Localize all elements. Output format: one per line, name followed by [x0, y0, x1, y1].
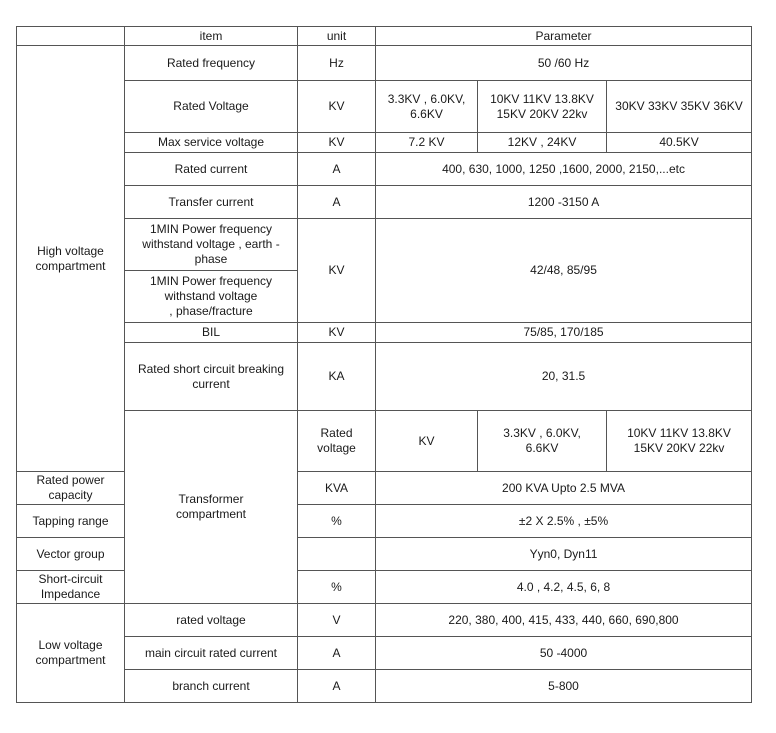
unit-cell: A: [298, 637, 376, 670]
section-high-voltage: High voltage compartment: [17, 46, 125, 472]
table-row: [17, 343, 752, 411]
unit-cell: %: [298, 505, 376, 538]
item-cell: Rated power capacity: [17, 472, 125, 505]
table-row: [17, 219, 752, 271]
item-cell: 1MIN Power frequency withstand voltage , phase/fracture: [125, 271, 298, 323]
value-cell: 40.5KV: [607, 133, 752, 153]
table-row: [17, 46, 752, 81]
table-row: [17, 604, 752, 637]
item-cell: branch current: [125, 670, 298, 703]
item-cell: main circuit rated current: [125, 637, 298, 670]
table-row: [17, 153, 752, 186]
value-cell: 75/85, 170/185: [376, 323, 752, 343]
table-row: [17, 81, 752, 133]
item-cell: Max service voltage: [125, 133, 298, 153]
item-cell: Rated frequency: [125, 46, 298, 81]
item-cell: rated voltage: [125, 604, 298, 637]
item-cell: Vector group: [17, 538, 125, 571]
value-cell: 20, 31.5: [376, 343, 752, 411]
item-cell: Rated Voltage: [125, 81, 298, 133]
unit-cell: KV: [298, 81, 376, 133]
value-cell: 10KV 11KV 13.8KV 15KV 20KV 22kv: [607, 411, 752, 472]
value-cell: 400, 630, 1000, 1250 ,1600, 2000, 2150,...etc: [376, 153, 752, 186]
item-cell: Rated current: [125, 153, 298, 186]
value-cell: 3.3KV , 6.0KV, 6.6KV: [376, 81, 478, 133]
value-cell: 5-800: [376, 670, 752, 703]
item-cell: Short-circuit Impedance: [17, 571, 125, 604]
unit-cell: KV: [298, 323, 376, 343]
value-cell: 30KV 33KV 35KV 36KV: [607, 81, 752, 133]
table-row: [17, 411, 752, 472]
value-cell: 200 KVA Upto 2.5 MVA: [376, 472, 752, 505]
unit-cell: Hz: [298, 46, 376, 81]
header-parameter: Parameter: [376, 27, 752, 46]
table-row: [17, 186, 752, 219]
value-cell: 1200 -3150 A: [376, 186, 752, 219]
unit-cell: %: [298, 571, 376, 604]
header-empty-cell: [17, 27, 125, 46]
unit-cell: KVA: [298, 472, 376, 505]
spec-table: [16, 26, 752, 703]
item-cell: Transfer current: [125, 186, 298, 219]
unit-cell: A: [298, 670, 376, 703]
item-cell: Rated voltage: [298, 411, 376, 472]
table-row: [17, 670, 752, 703]
value-cell: 220, 380, 400, 415, 433, 440, 660, 690,800: [376, 604, 752, 637]
unit-cell: A: [298, 153, 376, 186]
unit-cell: KV: [298, 133, 376, 153]
unit-cell: [298, 538, 376, 571]
table-row: [17, 323, 752, 343]
value-cell: 50 /60 Hz: [376, 46, 752, 81]
unit-cell: A: [298, 186, 376, 219]
value-cell: 50 -4000: [376, 637, 752, 670]
table-row: [17, 133, 752, 153]
value-cell: 3.3KV , 6.0KV, 6.6KV: [478, 411, 607, 472]
item-cell: BIL: [125, 323, 298, 343]
item-cell: Rated short circuit breaking current: [125, 343, 298, 411]
value-cell: ±2 X 2.5% , ±5%: [376, 505, 752, 538]
value-cell: 42/48, 85/95: [376, 219, 752, 323]
unit-cell: KA: [298, 343, 376, 411]
table-row: [17, 637, 752, 670]
unit-cell: V: [298, 604, 376, 637]
section-transformer: Transformer compartment: [125, 411, 298, 604]
header-row: [17, 27, 752, 46]
value-cell: 7.2 KV: [376, 133, 478, 153]
value-cell: 10KV 11KV 13.8KV 15KV 20KV 22kv: [478, 81, 607, 133]
value-cell: 12KV , 24KV: [478, 133, 607, 153]
header-item: item: [125, 27, 298, 46]
item-cell: Tapping range: [17, 505, 125, 538]
value-cell: 4.0 , 4.2, 4.5, 6, 8: [376, 571, 752, 604]
header-unit: unit: [298, 27, 376, 46]
section-low-voltage: Low voltage compartment: [17, 604, 125, 703]
unit-cell: KV: [298, 219, 376, 323]
item-cell: 1MIN Power frequency withstand voltage , earth - phase: [125, 219, 298, 271]
unit-cell: KV: [376, 411, 478, 472]
value-cell: Yyn0, Dyn11: [376, 538, 752, 571]
